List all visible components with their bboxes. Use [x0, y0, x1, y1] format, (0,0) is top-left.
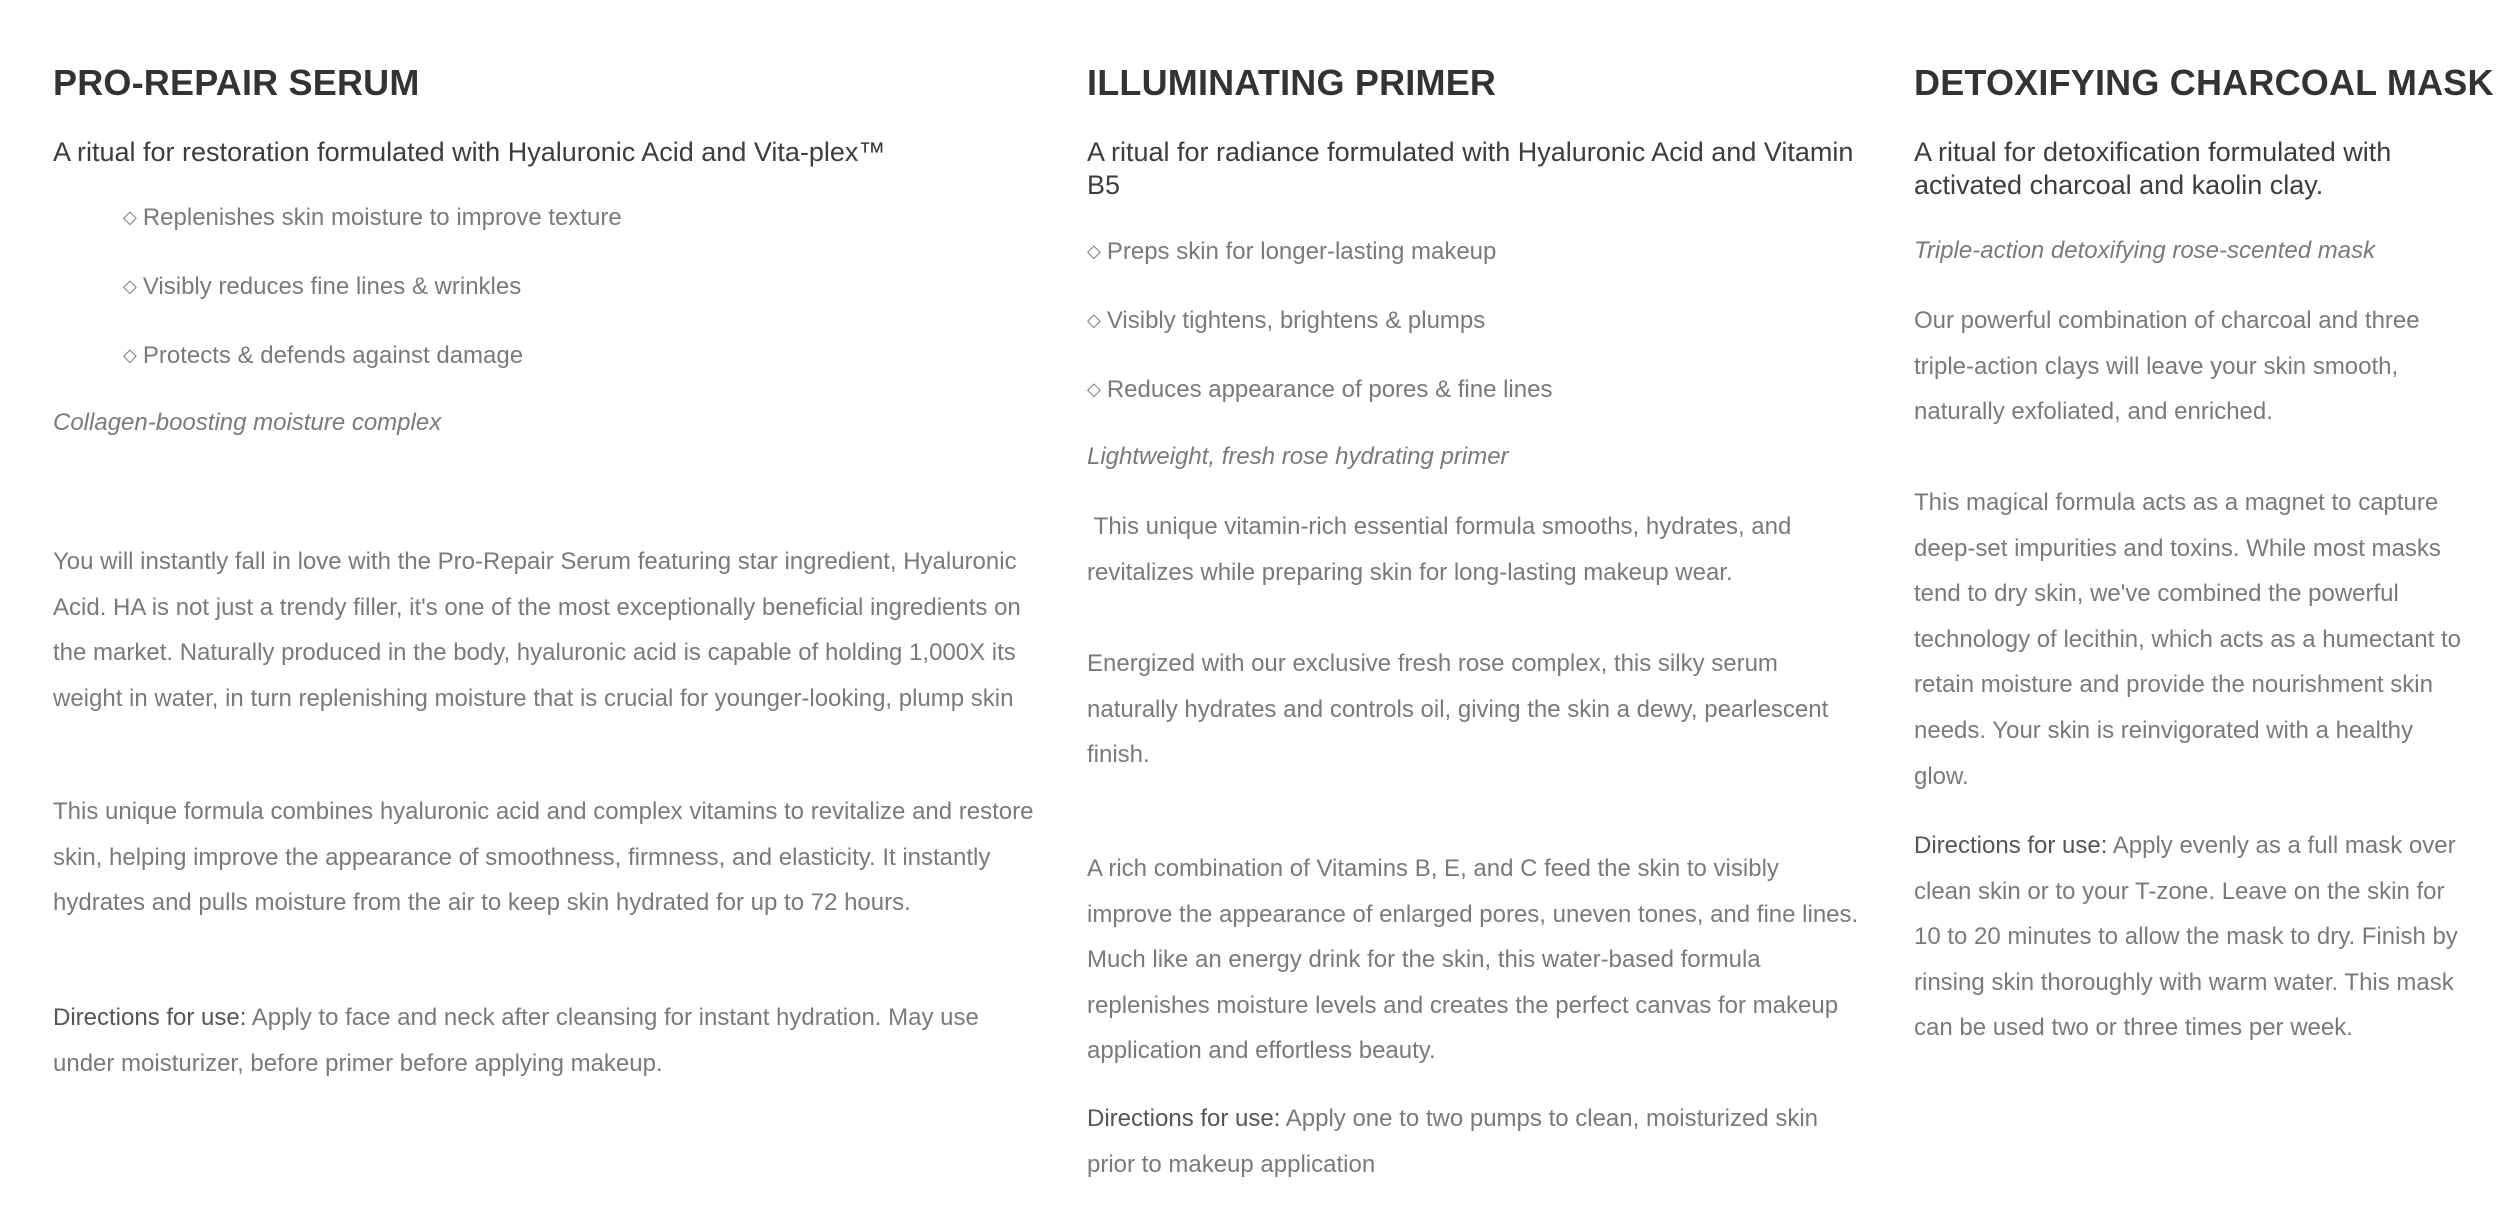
benefit-list	[123, 183, 622, 390]
directions-label: Directions for use:	[53, 1004, 247, 1031]
product-tagline: Lightweight, fresh rose hydrating primer	[1087, 443, 1509, 470]
product-title: ILLUMINATING PRIMER	[1087, 62, 1497, 103]
benefit-item	[1087, 217, 1552, 286]
benefit-text: Visibly reduces fine lines & wrinkles	[142, 273, 522, 300]
directions-text: Apply to face and neck after cleansing for instant hydration. May use under moisturizer, before primer before applying makeup.	[53, 1004, 979, 1077]
product-subtitle: A ritual for radiance formulated with Hyaluronic Acid and Vitamin B5	[1087, 137, 1854, 200]
benefit-text: Protects & defends against damage	[142, 342, 524, 369]
benefit-list	[1087, 217, 1552, 424]
benefit-text: Preps skin for longer-lasting makeup	[1106, 238, 1497, 265]
description-paragraph: Our powerful combination of charcoal and three triple-action clays will leave your skin smooth, naturally exfoliated, and enriched.	[1914, 307, 2420, 426]
product-tagline: Collagen-boosting moisture complex	[53, 409, 442, 436]
product-title: DETOXIFYING CHARCOAL MASK	[1914, 62, 2494, 103]
description-paragraph: This unique formula combines hyaluronic acid and complex vitamins to revitalize and restore skin, helping improve the appearance of smoothness, firmness, and elasticity. It instantly hydrates and pulls moisture from the air to keep skin hydrated for up to 72 hours.	[53, 798, 1034, 917]
description-paragraph: You will instantly fall in love with the Pro-Repair Serum featuring star ingredient, Hyaluronic Acid. HA is not just a trendy filler, it's one of the most exceptionally beneficial ingredients on the market. Naturally produced in the body, hyaluronic acid is capable of holding 1,000X its weight in water, in turn replenishing moisture that is crucial for younger-looking, plump skin	[53, 548, 1021, 712]
diamond-outline-icon: ◇	[1087, 241, 1101, 261]
directions	[53, 995, 1035, 1086]
product-tagline: Triple-action detoxifying rose-scented mask	[1914, 237, 2376, 264]
directions	[1087, 1096, 1867, 1187]
benefit-text: Replenishes skin moisture to improve texture	[142, 204, 622, 231]
directions-text: Apply one to two pumps to clean, moisturized skin prior to makeup application	[1087, 1105, 1819, 1178]
diamond-outline-icon: ◇	[123, 276, 137, 296]
directions-text: Apply evenly as a full mask over clean skin or to your T-zone. Leave on the skin for 10 to 20 minutes to allow the mask to dry. Finish by rinsing skin thoroughly with warm water. This mask can be used two or three times per week.	[1914, 832, 2458, 1042]
diamond-outline-icon: ◇	[1087, 379, 1101, 399]
description-paragraph: A rich combination of Vitamins B, E, and C feed the skin to visibly improve the appearance of enlarged pores, uneven tones, and fine lines. Much like an energy drink for the skin, this water-based formula replenishes moisture levels and creates the perfect canvas for makeup application and effortless beauty.	[1087, 855, 1859, 1065]
directions-label: Directions for use:	[1087, 1105, 1281, 1132]
directions-label: Directions for use:	[1914, 832, 2108, 859]
benefit-item	[123, 321, 622, 390]
description-paragraph: Energized with our exclusive fresh rose complex, this silky serum naturally hydrates and controls oil, giving the skin a dewy, pearlescent finish.	[1087, 650, 1829, 769]
diamond-outline-icon: ◇	[123, 207, 137, 227]
benefit-item	[123, 183, 622, 252]
product-title: PRO-REPAIR SERUM	[53, 62, 420, 103]
product-subtitle: A ritual for restoration formulated with Hyaluronic Acid and Vita-plex™	[53, 137, 886, 167]
diamond-outline-icon: ◇	[1087, 310, 1101, 330]
benefit-text: Visibly tightens, brightens & plumps	[1106, 307, 1486, 334]
description-paragraph: This magical formula acts as a magnet to capture deep-set impurities and toxins. While most masks tend to dry skin, we've combined the powerful technology of lecithin, which acts as a humectant to retain moisture and provide the nourishment skin needs. Your skin is reinvigorated with a healthy glow.	[1914, 489, 2461, 790]
diamond-outline-icon: ◇	[123, 345, 137, 365]
benefit-item	[123, 252, 622, 321]
benefit-text: Reduces appearance of pores & fine lines	[1106, 376, 1553, 403]
benefit-item	[1087, 355, 1552, 424]
description-paragraph: This unique vitamin-rich essential formula smooths, hydrates, and revitalizes while preparing skin for long-lasting makeup wear.	[1087, 513, 1798, 586]
directions	[1914, 823, 2474, 1051]
benefit-item	[1087, 286, 1552, 355]
product-subtitle: A ritual for detoxification formulated with activated charcoal and kaolin clay.	[1914, 137, 2392, 200]
